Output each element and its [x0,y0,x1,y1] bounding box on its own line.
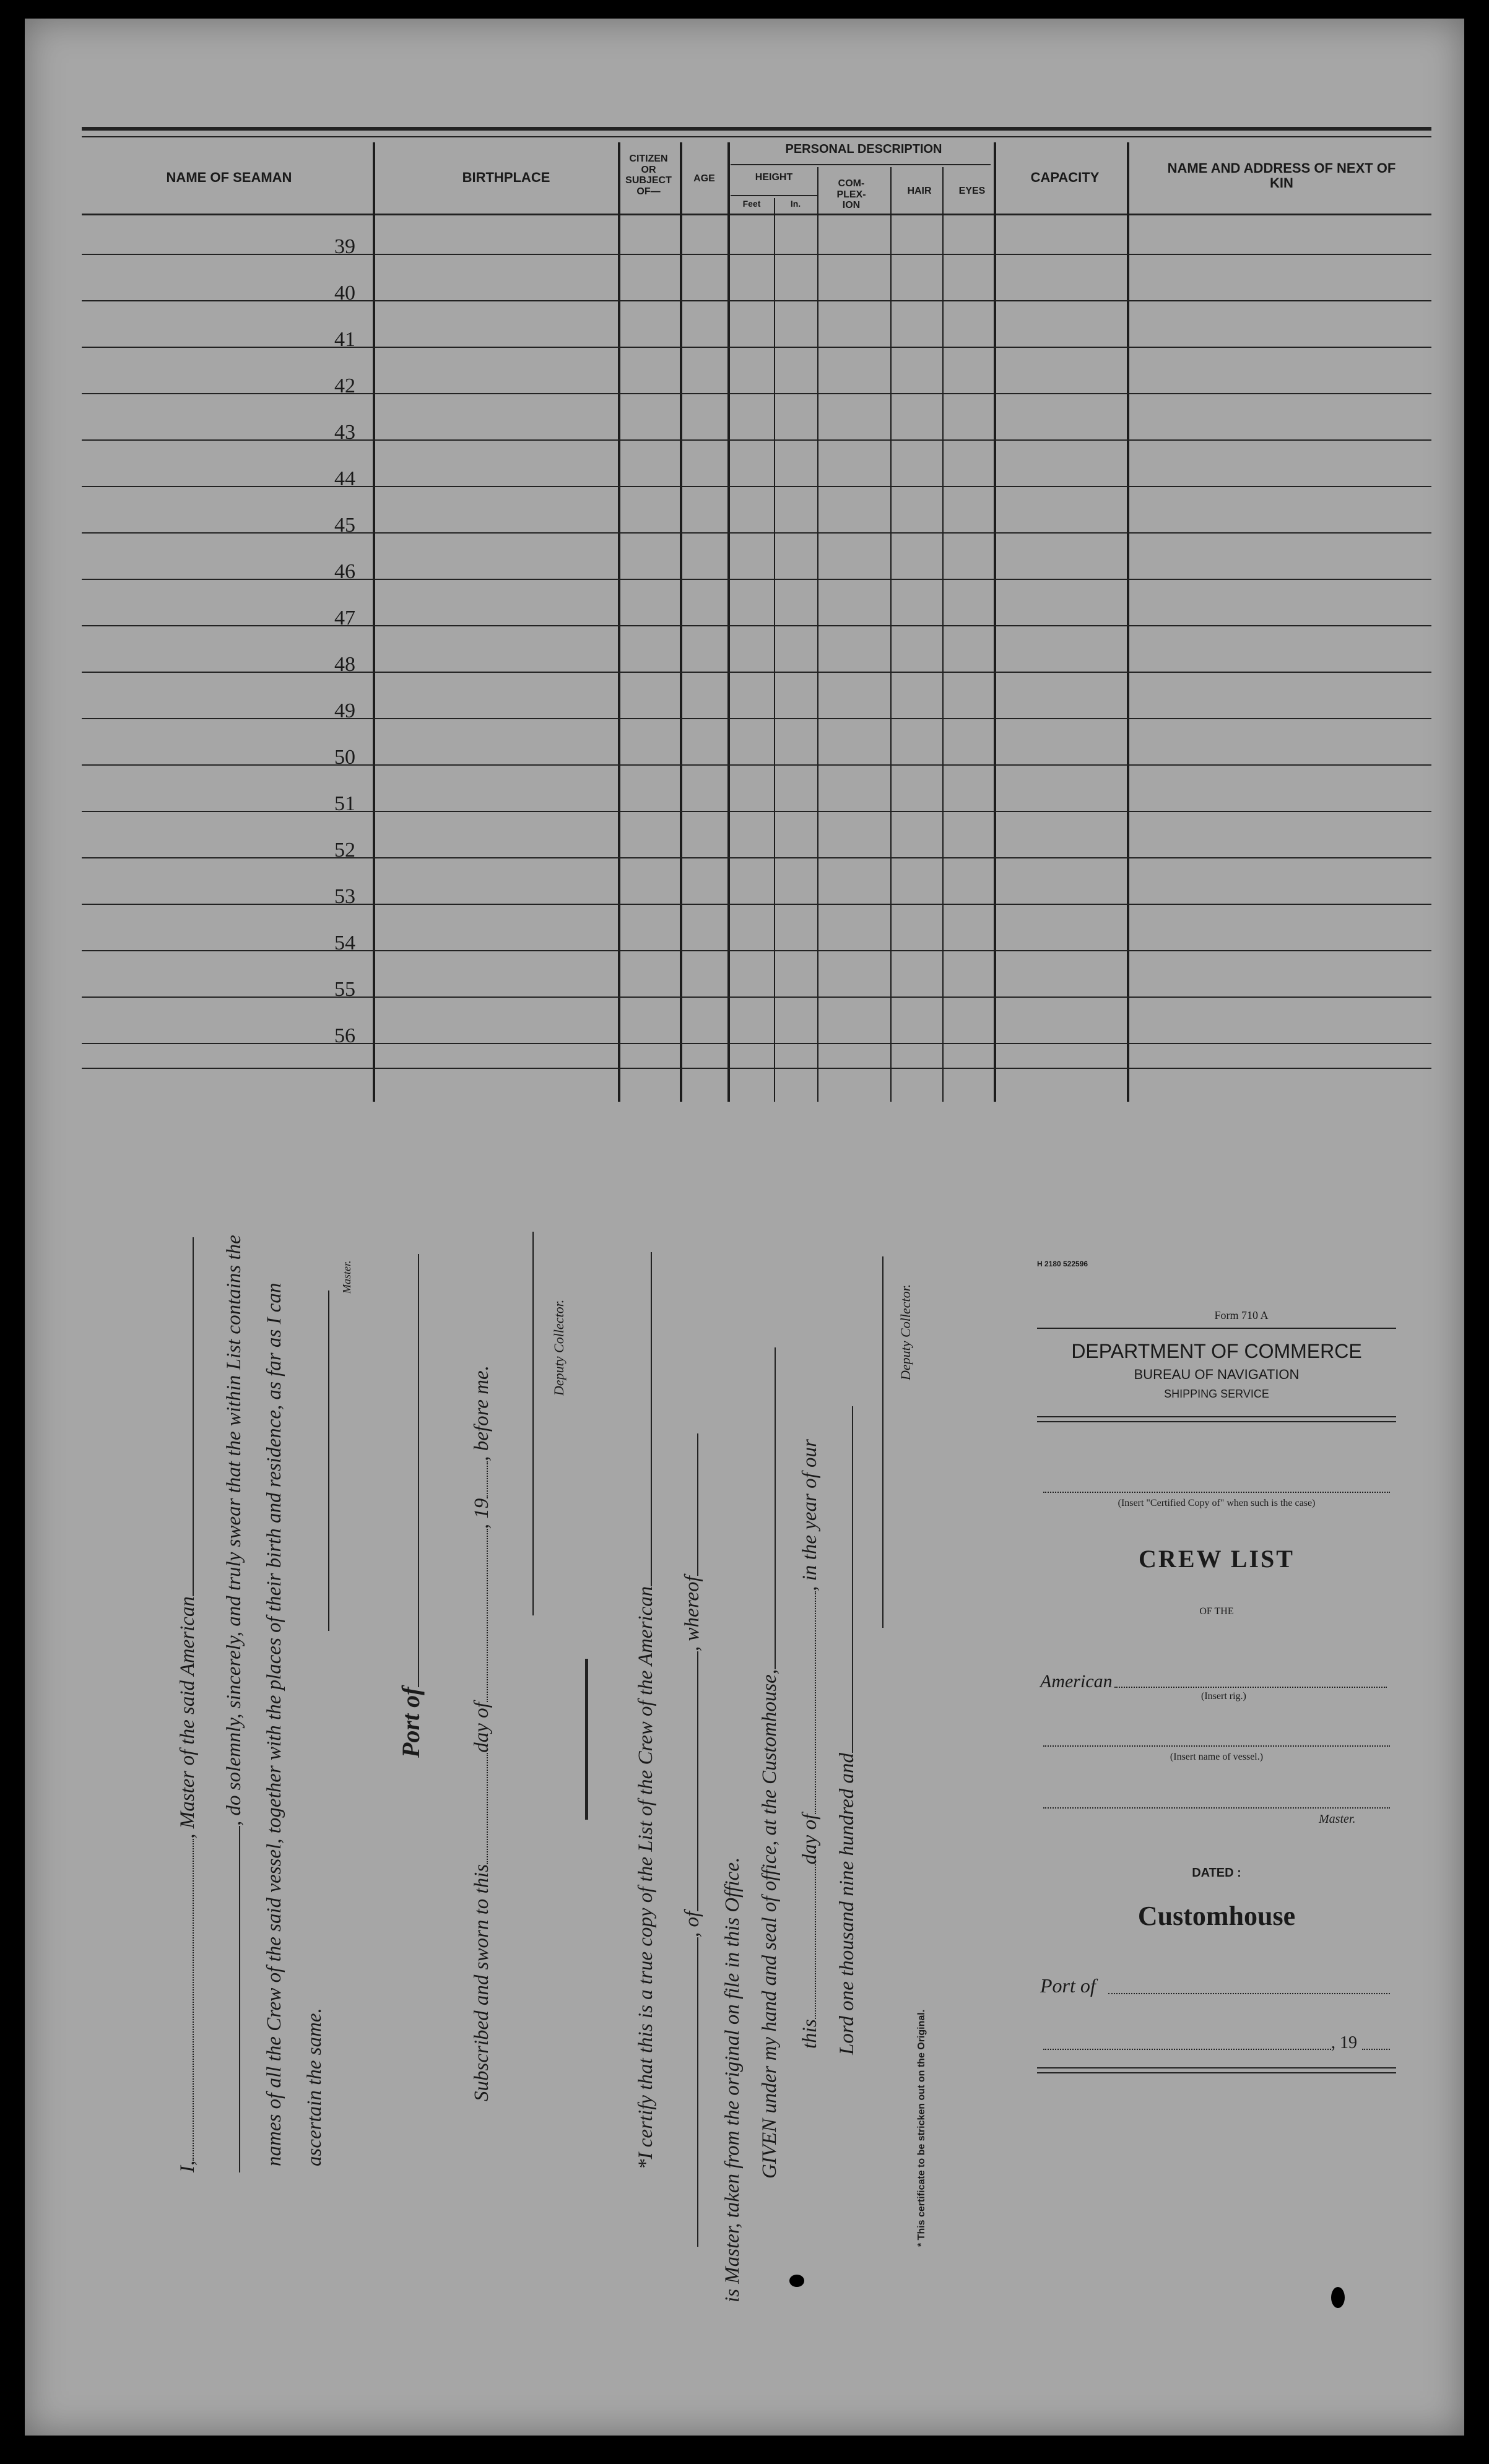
dated-label: DATED : [1192,1866,1241,1880]
row-number: 47 [334,607,355,629]
row-number: 49 [334,699,355,722]
customhouse-label: Customhouse [1137,1901,1296,1931]
ink-mark [789,2275,804,2287]
oath-line-4: ascertain the same. [303,2008,326,2166]
certify-line-of: , of, whereof [681,1433,704,2247]
header-capacity: CAPACITY [1030,170,1100,185]
master-label-cover: Master. [1319,1812,1356,1826]
lord-line: Lord one thousand nine hundred and [836,1406,859,2055]
this-day-line: thisday of, in the year of our [799,1439,821,2049]
header-inches: In. [790,199,801,209]
department-title: DEPARTMENT OF COMMERCE [1071,1340,1362,1362]
master-label: Master. [341,1260,353,1294]
header-birthplace: BIRTHPLACE [462,170,550,185]
form-number: Form 710 A [1214,1309,1269,1321]
header-bottom-rule [82,214,1431,215]
crew-list-title: CREW LIST [1139,1545,1295,1573]
insert-rig-note: (Insert rig.) [1201,1691,1246,1701]
row-number: 39 [334,235,355,258]
table-top-rule [82,127,1431,131]
row-number: 52 [334,839,355,862]
deputy-collector-label-2: Deputy Collector. [898,1284,913,1380]
row-number: 54 [334,932,355,954]
bureau-title: BUREAU OF NAVIGATION [1134,1367,1300,1382]
header-citizen: CITIZEN OR SUBJECT OF— [625,153,672,197]
row-number: 55 [334,978,355,1001]
header-height: HEIGHT [755,172,793,183]
oath-line-3: names of all the Crew of the said vessel, together with the places of their birth and residence, as far as I can [263,1282,285,2166]
deputy-collector-label-1: Deputy Collector. [551,1299,567,1396]
row-number: 53 [334,885,355,908]
oath-line-2: , do solemnly, sincerely, and truly swear that the within List contains the [223,1235,246,2172]
header-age: AGE [693,173,715,184]
port-of-label-cover: Port of [1040,1974,1096,1997]
row-number: 43 [334,421,355,444]
given-line: GIVEN under my hand and seal of office, at the Customhouse, [758,1347,781,2179]
row-number: 48 [334,653,355,676]
row-number: 45 [334,514,355,537]
row-number: 46 [334,560,355,583]
american-label: American [1040,1671,1113,1692]
print-code: H 2180 522596 [1037,1260,1088,1268]
row-number: 44 [334,467,355,490]
header-feet: Feet [742,199,761,209]
row-number: 56 [334,1024,355,1047]
header-personal-description: PERSONAL DESCRIPTION [785,142,942,156]
ink-mark [1331,2287,1345,2308]
service-title: SHIPPING SERVICE [1164,1388,1269,1400]
header-name-of-seaman: NAME OF SEAMAN [166,170,292,185]
oath-line-1: I,, Master of the said American [176,1237,199,2172]
divider [585,1659,588,1820]
year-19-label: , 19 [1331,2033,1357,2052]
row-number: 42 [334,374,355,397]
of-the-label: OF THE [1199,1606,1234,1617]
row-number: 50 [334,746,355,769]
row-number: 41 [334,328,355,351]
header-eyes: EYES [958,186,986,196]
insert-vessel-name-note: (Insert name of vessel.) [1170,1752,1264,1762]
port-of-label: Port of [396,1254,425,1758]
header-next-of-kin: NAME AND ADDRESS OF NEXT OF KIN [1167,160,1396,191]
certify-line-1: *I certify that this is a true copy of the List of the Crew of the American [635,1252,658,2169]
subscribed-line: Subscribed and sworn to thisday of, 19, before me. [471,1365,493,2101]
insert-certified-note: (Insert "Certified Copy of" when such is the case) [1118,1498,1316,1508]
document-page [25,19,1464,2436]
row-number: 51 [334,792,355,815]
certify-line-2: is Master, taken from the original on file in this Office. [721,1857,744,2302]
certificate-footnote: * This certificate to be stricken out on the Original. [916,2009,927,2247]
header-complexion: COM- PLEX- ION [836,178,866,211]
row-number: 40 [334,282,355,305]
header-hair: HAIR [907,186,932,196]
